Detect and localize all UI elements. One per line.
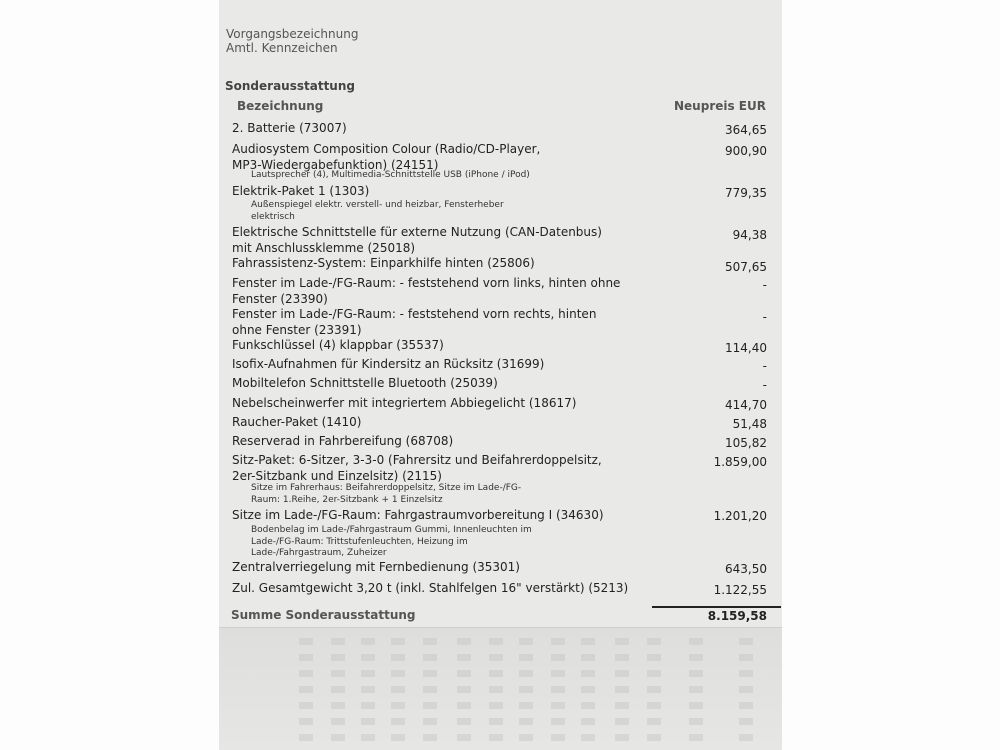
item-description: Raucher-Paket (1410) <box>232 415 362 429</box>
item-description: Sitze im Lade-/FG-Raum: Fahrgastraumvorbereitung I (34630) <box>232 508 604 522</box>
header-line-vorgang: Vorgangsbezeichnung <box>226 27 359 41</box>
item-description: Nebelscheinwerfer mit integriertem Abbiegelicht (18617) <box>232 396 577 410</box>
item-description: Audiosystem Composition Colour (Radio/CD-Player, MP3-Wiedergabefunktion) (24151) <box>232 142 541 172</box>
item-price: 114,40 <box>725 341 767 355</box>
item-price: 643,50 <box>725 562 767 576</box>
item-description: Sitz-Paket: 6-Sitzer, 3-3-0 (Fahrersitz und Beifahrerdoppelsitz, 2er-Sitzbank und Einzelsitz) (2115) <box>232 453 602 483</box>
item-subnote: Lautsprecher (4), Multimedia-Schnittstelle USB (iPhone / iPod) <box>251 170 530 180</box>
section-title: Sonderausstattung <box>225 79 355 93</box>
item-description: Elektrische Schnittstelle für externe Nutzung (CAN-Datenbus) mit Anschlussklemme (25018) <box>232 225 602 255</box>
document-page <box>219 0 782 750</box>
total-value: 8.159,58 <box>707 609 767 623</box>
item-price: - <box>762 359 767 373</box>
item-price: 1.122,55 <box>713 583 767 597</box>
item-price: 51,48 <box>732 417 767 431</box>
item-price: 779,35 <box>725 186 767 200</box>
item-description: Isofix-Aufnahmen für Kindersitz an Rücksitz (31699) <box>232 357 545 371</box>
item-description: Zentralverriegelung mit Fernbedienung (35301) <box>232 560 520 574</box>
item-subnote: Außenspiegel elektr. verstell- und heizbar, Fensterheber elektrisch <box>251 200 504 222</box>
item-description: Funkschlüssel (4) klappbar (35537) <box>232 338 444 352</box>
column-header-description: Bezeichnung <box>237 99 324 113</box>
item-description: Fenster im Lade-/FG-Raum: - feststehend vorn rechts, hinten ohne Fenster (23391) <box>232 307 597 337</box>
item-price: 1.201,20 <box>713 509 767 523</box>
item-price: 507,65 <box>725 260 767 274</box>
item-price: 900,90 <box>725 144 767 158</box>
item-description: Fenster im Lade-/FG-Raum: - feststehend vorn links, hinten ohne Fenster (23390) <box>232 276 621 306</box>
item-price: - <box>762 278 767 292</box>
item-price: - <box>762 378 767 392</box>
item-description: Elektrik-Paket 1 (1303) <box>232 184 370 198</box>
item-price: 105,82 <box>725 436 767 450</box>
item-price: 1.859,00 <box>713 455 767 469</box>
item-description: Fahrassistenz-System: Einparkhilfe hinten (25806) <box>232 256 535 270</box>
column-header-price: Neupreis EUR <box>674 99 766 113</box>
item-subnote: Sitze im Fahrerhaus: Beifahrerdoppelsitz, Sitze im Lade-/FG-Raum: 1.Reihe, 2er-Sitzbank + 1 Einzelsitz <box>251 483 522 505</box>
item-description: Zul. Gesamtgewicht 3,20 t (inkl. Stahlfelgen 16" verstärkt) (5213) <box>232 581 629 595</box>
header-line-kennzeichen: Amtl. Kennzeichen <box>226 41 338 55</box>
item-price: 414,70 <box>725 398 767 412</box>
item-description: Mobiltelefon Schnittstelle Bluetooth (25039) <box>232 376 498 390</box>
total-rule <box>652 606 781 608</box>
item-description: 2. Batterie (73007) <box>232 121 347 135</box>
item-subnote: Bodenbelag im Lade-/Fahrgastraum Gummi, Innenleuchten im Lade-/FG-Raum: Trittstufenleuchten, Heizung im Lade-/Fahrgastraum, Zuheizer <box>251 525 532 558</box>
item-price: 364,65 <box>725 123 767 137</box>
total-label: Summe Sonderausstattung <box>231 608 416 622</box>
item-price: - <box>762 310 767 324</box>
item-price: 94,38 <box>732 228 767 242</box>
item-description: Reserverad in Fahrbereifung (68708) <box>232 434 454 448</box>
bleed-through-area <box>219 628 782 750</box>
